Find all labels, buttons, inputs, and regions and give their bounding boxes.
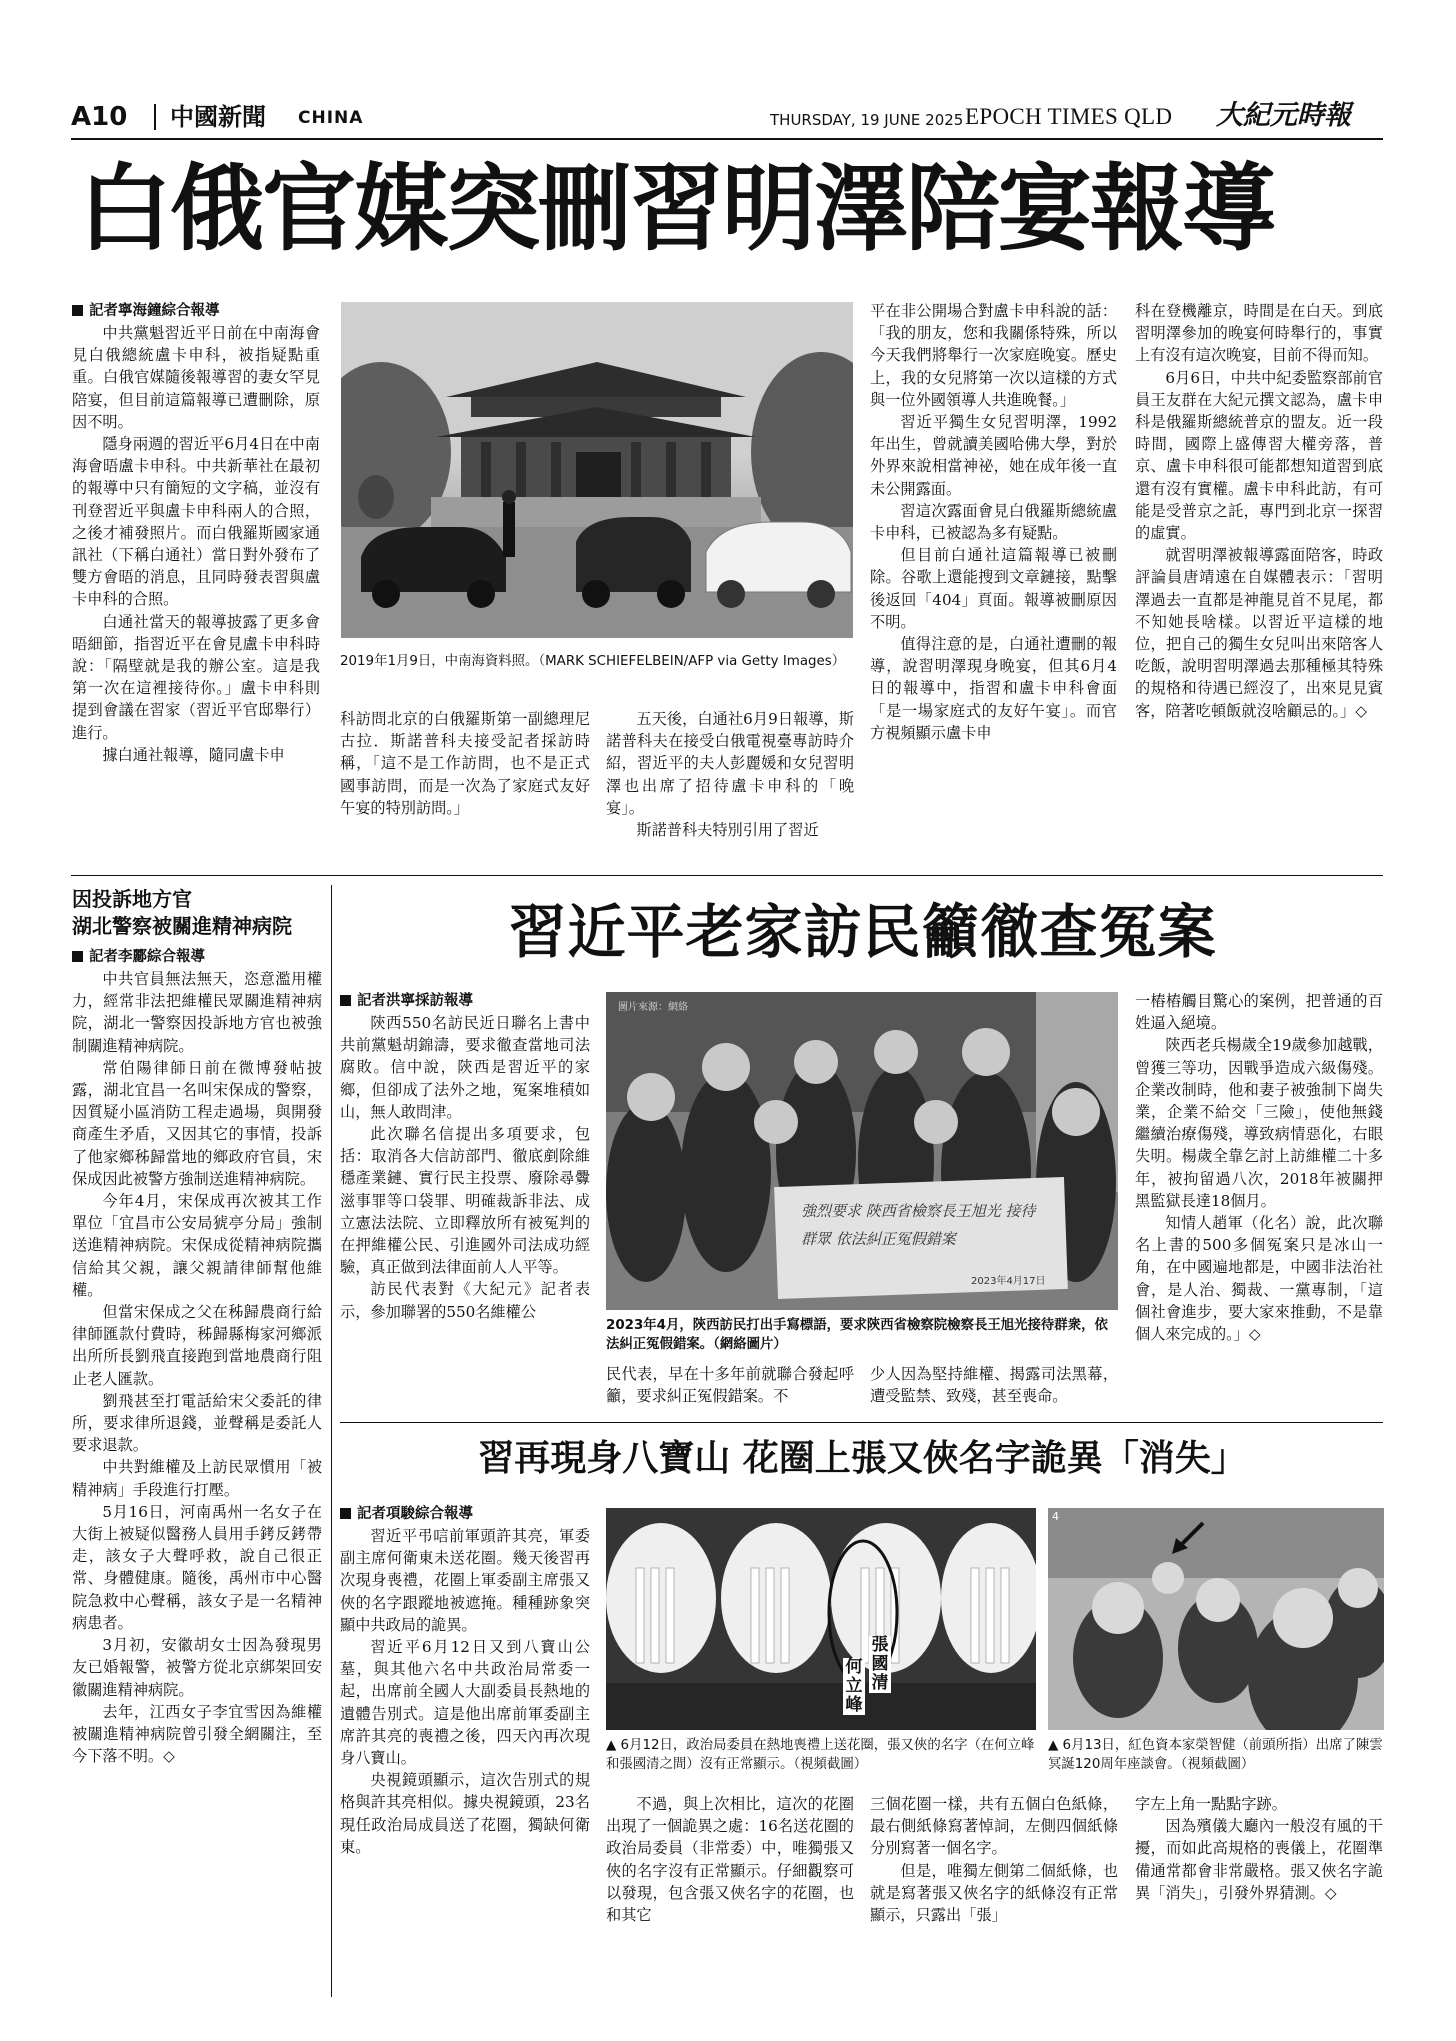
- column-rule: [331, 885, 332, 1997]
- paragraph: 知情人趙軍（化名）說，此次聯名上書的500多個冤案只是冰山一角，在中國遍地都是，中國非法治社會，是人治、獨裁、一黨專制，「這個社會進步，要大家來推動，不是靠個人來完成的。」◇: [1135, 1214, 1383, 1344]
- story3-column-1: [340, 990, 590, 1408]
- paragraph: 此次聯名信提出多項要求，包括：取消各大信訪部門、徹底剷除維穩產業鏈、實行民主投票、廢除尋釁滋事罪等口袋罪、明確裁訴非法、成立憲法法院、立即釋放所有被冤判的在押維權公民、引進國外司法成功經驗，真正做到法律面前人人平等。: [340, 1125, 590, 1277]
- story1-column-4: [870, 300, 1117, 862]
- paragraph: 中共官員無法無天，恣意濫用權力，經常非法把維權民眾關進精神病院，湖北一警察因投訴地方官也被強制關進精神病院。: [72, 970, 322, 1055]
- story2-headline-line1: 因投訴地方官: [72, 887, 192, 911]
- paragraph: 民代表，早在十多年前就聯合發起呼籲，要求糾正冤假錯案。不: [606, 1365, 854, 1406]
- meeting-photo: [1048, 1508, 1384, 1730]
- masthead-rule: [71, 138, 1383, 140]
- story1-column-5: [1135, 300, 1383, 862]
- story2-column: [72, 946, 322, 1991]
- story4-byline: 記者項駿綜合報導: [340, 1503, 590, 1525]
- paragraph: 斯諾普科夫特別引用了習近: [636, 821, 819, 840]
- story2-byline: 記者李酈綜合報導: [72, 946, 322, 968]
- paragraph: 但當宋保成之父在秭歸農商行給律師匯款付費時，秭歸縣梅家河鄉派出所所長劉飛直接跑到當地農商行阻止老人匯款。: [72, 1303, 322, 1388]
- story2-headline: [72, 886, 322, 940]
- paper-logo: 大紀元時報: [1216, 100, 1351, 131]
- story2-headline-line2: 湖北警察被關進精神病院: [72, 914, 292, 938]
- paragraph: 白通社當天的報導披露了更多會晤細節，指習近平在會見盧卡申科時說：「隔壁就是我的辦公室。這是我第一次在這裡接待你。」盧卡申科則提到會議在習家（習近平官邸舉行）進行。: [72, 612, 320, 742]
- story1-column-3: [606, 708, 854, 863]
- story3-column-3: [870, 1363, 1118, 1409]
- photo-panel-number: 4: [1052, 1510, 1059, 1523]
- paragraph: 值得注意的是，白通社遭刪的報導，說習明澤現身晚宴，但其6月4日的報導中，指習和盧卡申科會面「是一場家庭式的友好午宴」。而官方視頻顯示盧卡申: [870, 635, 1117, 742]
- section-rule: [340, 1422, 1383, 1423]
- story3-headline: 習近平老家訪民籲徹查冤案: [508, 898, 1217, 966]
- wreath-photo: [606, 1508, 1036, 1730]
- paragraph: 不過，與上次相比，這次的花圈出現了一個詭異之處：16名送花圈的政治局委員（非常委）中，唯獨張又俠的名字沒有正常顯示。仔細觀察可以發現，包含張又俠名字的花圈，也和其它: [606, 1795, 854, 1925]
- story4-caption-left: ▲ 6月12日，政治局委員在熱地喪禮上送花圈，張又俠的名字（在何立峰和張國清之間）沒有正常顯示。（視頻截圖）: [606, 1738, 1035, 1772]
- story1-caption: 2019年1月9日，中南海資料照。（MARK SCHIEFELBEIN/AFP via Getty Images）: [340, 654, 846, 669]
- paragraph: 就習明澤被報導露面陪客，時政評論員唐靖遠在自媒體表示：「習明澤過去一直都是神龍見首不見尾，都不知她長啥樣。以習近平這樣的地位，把自己的獨生女兒叫出來陪客人吃飯，說明習明澤過去那種極其特殊的規格和待遇已經沒了，出來見見賓客，陪著吃頓飯就沒啥顧忌的。」◇: [1135, 546, 1383, 720]
- paragraph: 習這次露面會見白俄羅斯總統盧卡申科，已被認為多有疑點。: [870, 501, 1117, 543]
- paragraph: 科訪問北京的白俄羅斯第一副總理尼古拉．斯諾普科夫接受記者採訪時稱，「這不是工作訪問，也不是正式國事訪問，而是一次為了家庭式友好午宴的特別訪問。」: [340, 710, 590, 817]
- wreath-illustration: [606, 1508, 1036, 1730]
- meeting-illustration: [1048, 1508, 1384, 1730]
- paragraph: 今年4月，宋保成再次被其工作單位「宜昌市公安局猇亭分局」強制送進精神病院。宋保成從精神病院攜信給其父親，讓父親請律師幫他維權。: [72, 1192, 322, 1299]
- paragraph: 劉飛甚至打電話給宋父委託的律所，要求律所退錢，並聲稱是委託人要求退款。: [72, 1391, 322, 1455]
- story4-column-2: [606, 1793, 854, 1993]
- paragraph: 因為殯儀大廳內一般沒有風的干擾，而如此高規格的喪儀上，花圈準備通常都會非常嚴格。張又俠名字詭異「消失」，引發外界猜測。◇: [1135, 1817, 1383, 1902]
- section-title-en: CHINA: [298, 108, 364, 128]
- section-rule: [71, 875, 1383, 876]
- petitioners-photo: [606, 992, 1118, 1310]
- story1-column-2: [340, 708, 590, 863]
- paragraph: 字左上角一點點字跡。: [1135, 1795, 1287, 1813]
- story4-headline: 習再現身八寶山 花圈上張又俠名字詭異「消失」: [478, 1438, 1247, 1479]
- paragraph: 陝西550名訪民近日聯名上書中共前黨魁胡錦濤，要求徹查當地司法腐敗。信中說，陝西是習近平的家鄉，但卻成了法外之地，冤案堆積如山，無人敢問津。: [340, 1014, 590, 1121]
- petition-banner-date: 2023年4月17日: [971, 1276, 1046, 1287]
- paragraph: 中共對維權及上訪民眾慣用「被精神病」手段進行打壓。: [72, 1458, 322, 1499]
- story3-byline: 記者洪寧採訪報導: [340, 990, 590, 1012]
- story1-byline: 記者寧海鐘綜合報導: [72, 300, 320, 322]
- story1-headline: 白俄官媒突刪習明澤陪宴報導: [78, 154, 1275, 264]
- photo-watermark: 圖片來源：網絡: [618, 1002, 688, 1013]
- story4-column-3: [870, 1793, 1118, 1993]
- paragraph: 6月6日，中共中紀委監察部前官員王友群在大紀元撰文認為，盧卡申科是俄羅斯總統普京的盟友。近一段時間，國際上盛傳習大權旁落，普京、盧卡申科很可能都想知道習到底還有沒有實權。盧卡申科此訪，有可能是受普京之託，專門到北京一探習的虛實。: [1135, 368, 1383, 543]
- page-number: A10: [71, 102, 128, 132]
- paragraph: 常伯陽律師日前在微博發帖披露，湖北宜昌一名叫宋保成的警察，因質疑小區消防工程走過場，與開發商產生矛盾，又因其它的事情，投訴了他家鄉秭歸當地的鄉政府官員，宋保成因此被警方強制送進精神病院。: [72, 1058, 322, 1188]
- story4-caption-right: ▲ 6月13日，紅色資本家榮智健（前頭所指）出席了陳雲冥誕120周年座談會。（視頻截圖）: [1048, 1738, 1383, 1772]
- paragraph: 習近平獨生女兒習明澤，1992年出生，曾就讀美國哈佛大學，對於外界來說相當神祕，她在成年後一直未公開露面。: [870, 413, 1117, 498]
- wreath-label-he-lifeng: 何立峰: [843, 1658, 865, 1715]
- paragraph: 陝西老兵楊歲全19歲參加越戰，曾獲三等功，因戰爭造成六級傷殘。企業改制時，他和妻子被強制下崗失業，企業不給交「三險」，使他無錢繼續治療傷殘，導致病情惡化，右眼失明。楊歲全靠乞討上訪維權二十多年，被拘留過八次，2018年被關押黑監獄長達18個月。: [1135, 1036, 1383, 1210]
- paragraph: 五天後，白通社6月9日報導，斯諾普科夫在接受白俄電視臺專訪時介紹，習近平的夫人彭麗媛和女兒習明澤也出席了招待盧卡申科的「晚宴」。: [606, 710, 854, 817]
- paragraph: 但目前白通社這篇報導已被刪除。谷歌上還能搜到文章鏈接，點擊後返回「404」頁面。報導被刪原因不明。: [870, 546, 1117, 631]
- masthead-divider: [154, 104, 156, 130]
- petitioners-illustration: [606, 992, 1118, 1310]
- section-title-cn: 中國新聞: [170, 102, 266, 131]
- paragraph: 據白通社報導，隨同盧卡申: [102, 745, 285, 764]
- paragraph: 隱身兩週的習近平6月4日在中南海會晤盧卡申科。中共新華社在最初的報導中只有簡短的文字稿，並沒有刊登習近平與盧卡申科兩人的合照，之後才補發照片。而白俄羅斯國家通訊社（下稱白通社）當日對外發布了雙方會晤的消息，且同時發表習與盧卡申科的合照。: [72, 435, 320, 609]
- paragraph: 三個花圈一樣，共有五個白色紙條，最右側紙條寫著悼詞，左側四個紙條分別寫著一個名字。: [870, 1795, 1118, 1858]
- paragraph: 去年，江西女子李宜雪因為維權被關進精神病院曾引發全網關注，至今下落不明。◇: [72, 1702, 322, 1766]
- paragraph: 中共黨魁習近平日前在中南海會見白俄總統盧卡申科，被指疑點重重。白俄官媒隨後報導習的妻女罕見陪宴，但目前這篇報導已遭刪除，原因不明。: [72, 324, 320, 431]
- paper-name-en: EPOCH TIMES QLD: [965, 104, 1173, 129]
- story3-column-2: [606, 1363, 854, 1409]
- zhongnanhai-photo: [341, 302, 853, 638]
- paragraph: 平在非公開場合對盧卡申科說的話：「我的朋友，您和我關係特殊，所以今天我們將舉行一次家庭晚宴。歷史上，我的女兒將第一次以這樣的方式與一位外國領導人共進晚餐。」: [870, 302, 1117, 409]
- paragraph: 央視鏡頭顯示，這次告別式的規格與許其亮相似。據央視鏡頭，23名現任政治局成員送了花圈，獨缺何衛東。: [340, 1771, 590, 1856]
- story3-column-4: [1135, 990, 1383, 1410]
- petition-banner-text: 強烈要求 陝西省檢察長王旭光 接待群眾 依法糾正冤假錯案: [801, 1202, 1036, 1248]
- issue-date: THURSDAY, 19 JUNE 2025: [770, 111, 964, 129]
- paragraph: 科在登機離京，時間是在白天。到底習明澤參加的晚宴何時舉行的，事實上有沒有這次晚宴，目前不得而知。: [1135, 302, 1383, 365]
- story4-column-1: [340, 1503, 590, 1993]
- paragraph: 但是，唯獨左側第二個紙條，也就是寫著張又俠名字的紙條沒有正常顯示，只露出「張」: [870, 1861, 1118, 1925]
- story1-column-1: [72, 300, 320, 860]
- paragraph: 3月初，安徽胡女士因為發現男友已婚報警，被警方從北京綁架回安徽關進精神病院。: [72, 1636, 322, 1699]
- story3-caption: 2023年4月，陝西訪民打出手寫標語，要求陝西省檢察院檢察長王旭光接待群衆，依法糾正冤假錯案。（網絡圖片）: [606, 1318, 1108, 1352]
- paragraph: 少人因為堅持維權、揭露司法黑幕，遭受監禁、致殘，甚至喪命。: [870, 1365, 1118, 1406]
- paragraph: 訪民代表對《大紀元》記者表示，參加聯署的550名維權公: [340, 1280, 590, 1321]
- paragraph: 習近平6月12日又到八寶山公墓，與其他六名中共政治局常委一起，出席前全國人大副委員長熱地的遺體告別式。這是他出席前軍委副主席許其亮的喪禮之後，四天內再次現身八寶山。: [340, 1638, 590, 1768]
- wreath-label-zhang-guoqing: 張國清: [869, 1636, 891, 1693]
- paragraph: 一樁樁觸目驚心的案例，把普通的百姓逼入絕境。: [1135, 992, 1383, 1033]
- story4-column-4: [1135, 1793, 1383, 1993]
- zhongnanhai-illustration: [341, 302, 853, 638]
- paragraph: 5月16日，河南禹州一名女子在大街上被疑似醫務人員用手銬反銬帶走，該女子大聲呼救，說自己很正常、身體健康。隨後，禹州市中心醫院急救中心聲稱，該女子是一名精神病患者。: [72, 1502, 322, 1632]
- paragraph: 習近平弔唁前軍頭許其亮，軍委副主席何衛東未送花圈。幾天後習再次現身喪禮，花圈上軍委副主席張又俠的名字跟蹤地被遮掩。種種跡象突顯中共政局的詭異。: [340, 1527, 590, 1634]
